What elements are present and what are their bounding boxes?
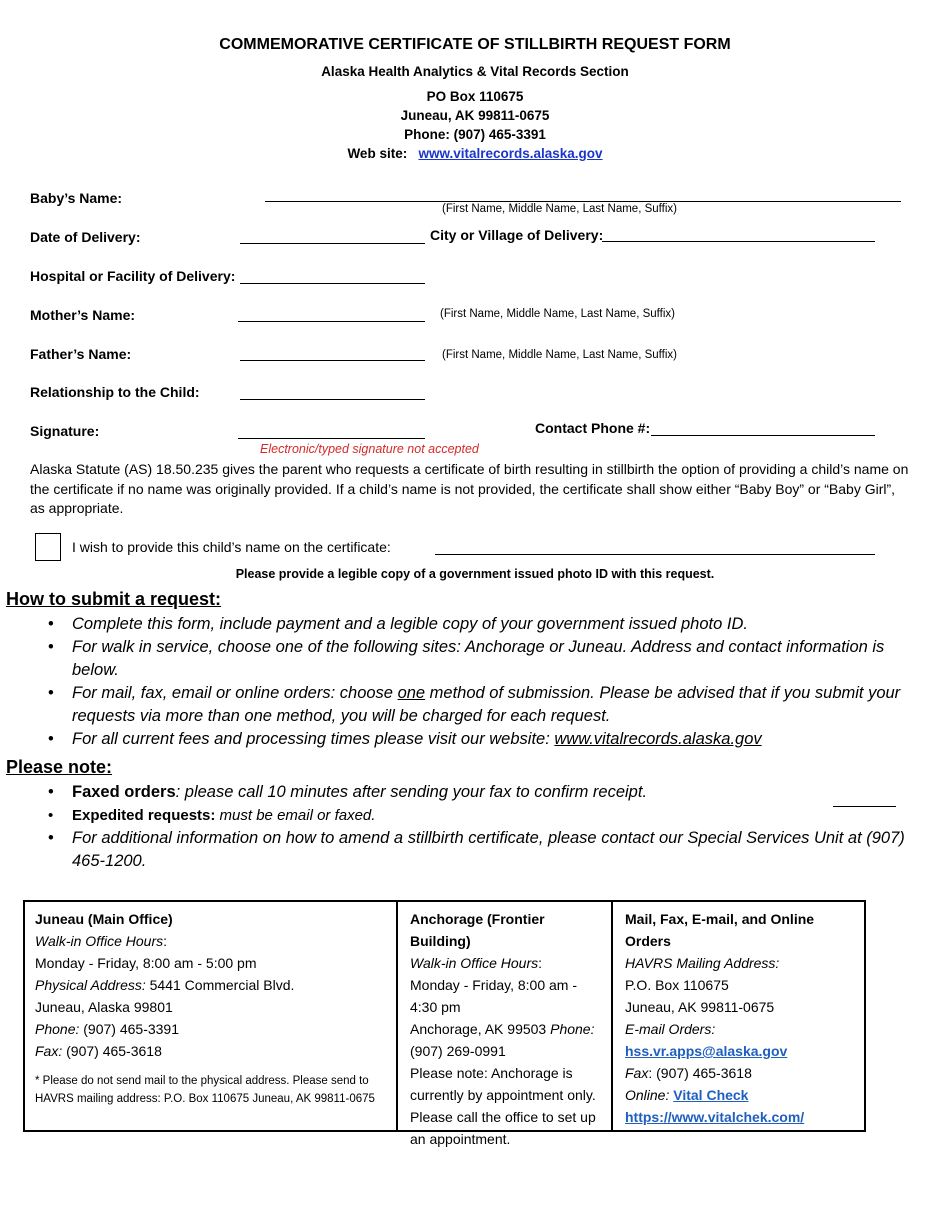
anchorage-hours: Monday - Friday, 8:00 am - 4:30 pm (410, 977, 578, 1015)
juneau-footnote: * Please do not send mail to the physical address. Please send to HAVRS mailing address: P.O. Box 110675 Juneau, AK 99811-0675 (35, 1075, 375, 1105)
contact-phone-label: Contact Phone #: (535, 420, 651, 436)
fathers-name-field[interactable] (240, 360, 425, 361)
babys-name-hint: (First Name, Middle Name, Last Name, Suffix) (442, 203, 677, 215)
list-item: • For all current fees and processing times please visit our website: www.vitalrecords.alaska.gov (6, 728, 926, 751)
mothers-name-field[interactable] (238, 321, 425, 322)
babys-name-field[interactable] (265, 201, 901, 202)
decorative-rule (833, 806, 896, 807)
juneau-office-box: Juneau (Main Office) Walk-in Office Hours: Monday - Friday, 8:00 am - 5:00 pm Physical Address: 5441 Commercial Blvd. Juneau, Alaska 99801 Phone: (907) 465-3391 Fax: (907) 465-3618 * Please do not send mail to the physical address. Please send to HAVRS mailing address: P.O. Box 110675 Juneau, AK 99811-0675 (23, 900, 398, 1132)
fees-website-link[interactable]: www.vitalrecords.alaska.gov (554, 730, 762, 748)
list-item: • Complete this form, include payment and a legible copy of your government issued photo ID. (6, 613, 926, 636)
hospital-label: Hospital or Facility of Delivery: (30, 268, 236, 284)
signature-note: Electronic/typed signature not accepted (260, 442, 479, 456)
juneau-hours: Monday - Friday, 8:00 am - 5:00 pm (35, 955, 257, 971)
signature-field[interactable] (238, 438, 425, 439)
date-of-delivery-field[interactable] (240, 243, 425, 244)
website-label: Web site: (347, 146, 408, 161)
mail-city: Juneau, AK 99811-0675 (625, 999, 775, 1015)
list-item: • For additional information on how to amend a stillbirth certificate, please contact our Special Services Unit at (907) 465-1200. (6, 827, 906, 873)
please-note-heading: Please note: (6, 757, 113, 777)
city-of-delivery-field[interactable] (602, 241, 875, 242)
email-link[interactable]: hss.vr.apps@alaska.gov (625, 1043, 788, 1059)
form-title: COMMEMORATIVE CERTIFICATE OF STILLBIRTH REQUEST FORM (219, 36, 731, 53)
juneau-city: Juneau, Alaska 99801 (35, 999, 173, 1015)
fathers-name-hint: (First Name, Middle Name, Last Name, Suffix) (442, 349, 677, 361)
mailing-label: HAVRS Mailing Address: (625, 955, 780, 971)
note-list (6, 781, 906, 873)
anchorage-title: Anchorage (Frontier Building) (410, 911, 545, 949)
hospital-field[interactable] (240, 283, 425, 284)
list-item: • For mail, fax, email or online orders: choose one method of submission. Please be advised that if you submit your requests via more than one method, you will be charged for each request. (6, 682, 926, 728)
list-item: • Expedited requests: must be email or faxed. (6, 804, 906, 827)
vitalchek-url-link[interactable]: https://www.vitalchek.com/ (625, 1109, 805, 1125)
signature-label: Signature: (30, 423, 100, 439)
agency-name: Alaska Health Analytics & Vital Records Section (321, 64, 629, 79)
provide-name-checkbox[interactable] (35, 533, 61, 561)
mail-orders-box: Mail, Fax, E-mail, and Online Orders HAVRS Mailing Address: P.O. Box 110675 Juneau, AK 99811-0675 E-mail Orders: hss.vr.apps@alaska.gov Fax: (907) 465-3618 Online: Vital Check https://www.vitalchek.com/ (611, 900, 866, 1132)
relationship-field[interactable] (240, 399, 425, 400)
how-to-heading: How to submit a request: (6, 589, 222, 609)
provide-name-label: I wish to provide this child’s name on the certificate: (72, 539, 391, 555)
list-item: • Faxed orders: please call 10 minutes after sending your fax to confirm receipt. (6, 781, 906, 804)
mail-title: Mail, Fax, E-mail, and Online Orders (625, 911, 815, 949)
how-to-list (6, 613, 926, 751)
photo-id-note: Please provide a legible copy of a government issued photo ID with this request. (235, 567, 715, 581)
po-box: PO Box 110675 (426, 89, 524, 104)
babys-name-label: Baby’s Name: (30, 190, 123, 206)
city-of-delivery-label: City or Village of Delivery: (430, 227, 604, 243)
website-link[interactable]: www.vitalrecords.alaska.gov (418, 146, 603, 161)
website-line (0, 146, 950, 161)
juneau-title: Juneau (Main Office) (35, 911, 173, 927)
anchorage-office-box: Anchorage (Frontier Building) Walk-in Office Hours: Monday - Friday, 8:00 am - 4:30 pm Anchorage, AK 99503 Phone: (907) 269-0991 Please note: Anchorage is currently by appointment only. Please call the office to set up an appointment. (396, 900, 613, 1132)
fathers-name-label: Father’s Name: (30, 346, 132, 362)
date-of-delivery-label: Date of Delivery: (30, 229, 141, 245)
phone: Phone: (907) 465-3391 (404, 127, 546, 142)
mothers-name-hint: (First Name, Middle Name, Last Name, Suffix) (440, 308, 675, 320)
vital-check-link[interactable]: Vital Check (673, 1087, 749, 1103)
anchorage-note: Please note: Anchorage is currently by appointment only. Please call the office to set up an appointment. (410, 1065, 596, 1147)
mothers-name-label: Mother’s Name: (30, 307, 136, 323)
relationship-label: Relationship to the Child: (30, 384, 200, 400)
contact-phone-field[interactable] (651, 435, 875, 436)
email-label: E-mail Orders: (625, 1021, 716, 1037)
city-line: Juneau, AK 99811-0675 (400, 108, 550, 123)
list-item: • For walk in service, choose one of the following sites: Anchorage or Juneau. Address and contact information is below. (6, 636, 926, 682)
child-name-field[interactable] (435, 554, 875, 555)
statute-text: Alaska Statute (AS) 18.50.235 gives the parent who requests a certificate of birth resulting in stillbirth the option of providing a child’s name on the certificate if no name was originally provided. If a child’s name is not provided, the certificate shall show either “Baby Boy” or “Baby Girl”, as appropriate. (30, 461, 909, 516)
mail-po-box: P.O. Box 110675 (625, 977, 729, 993)
